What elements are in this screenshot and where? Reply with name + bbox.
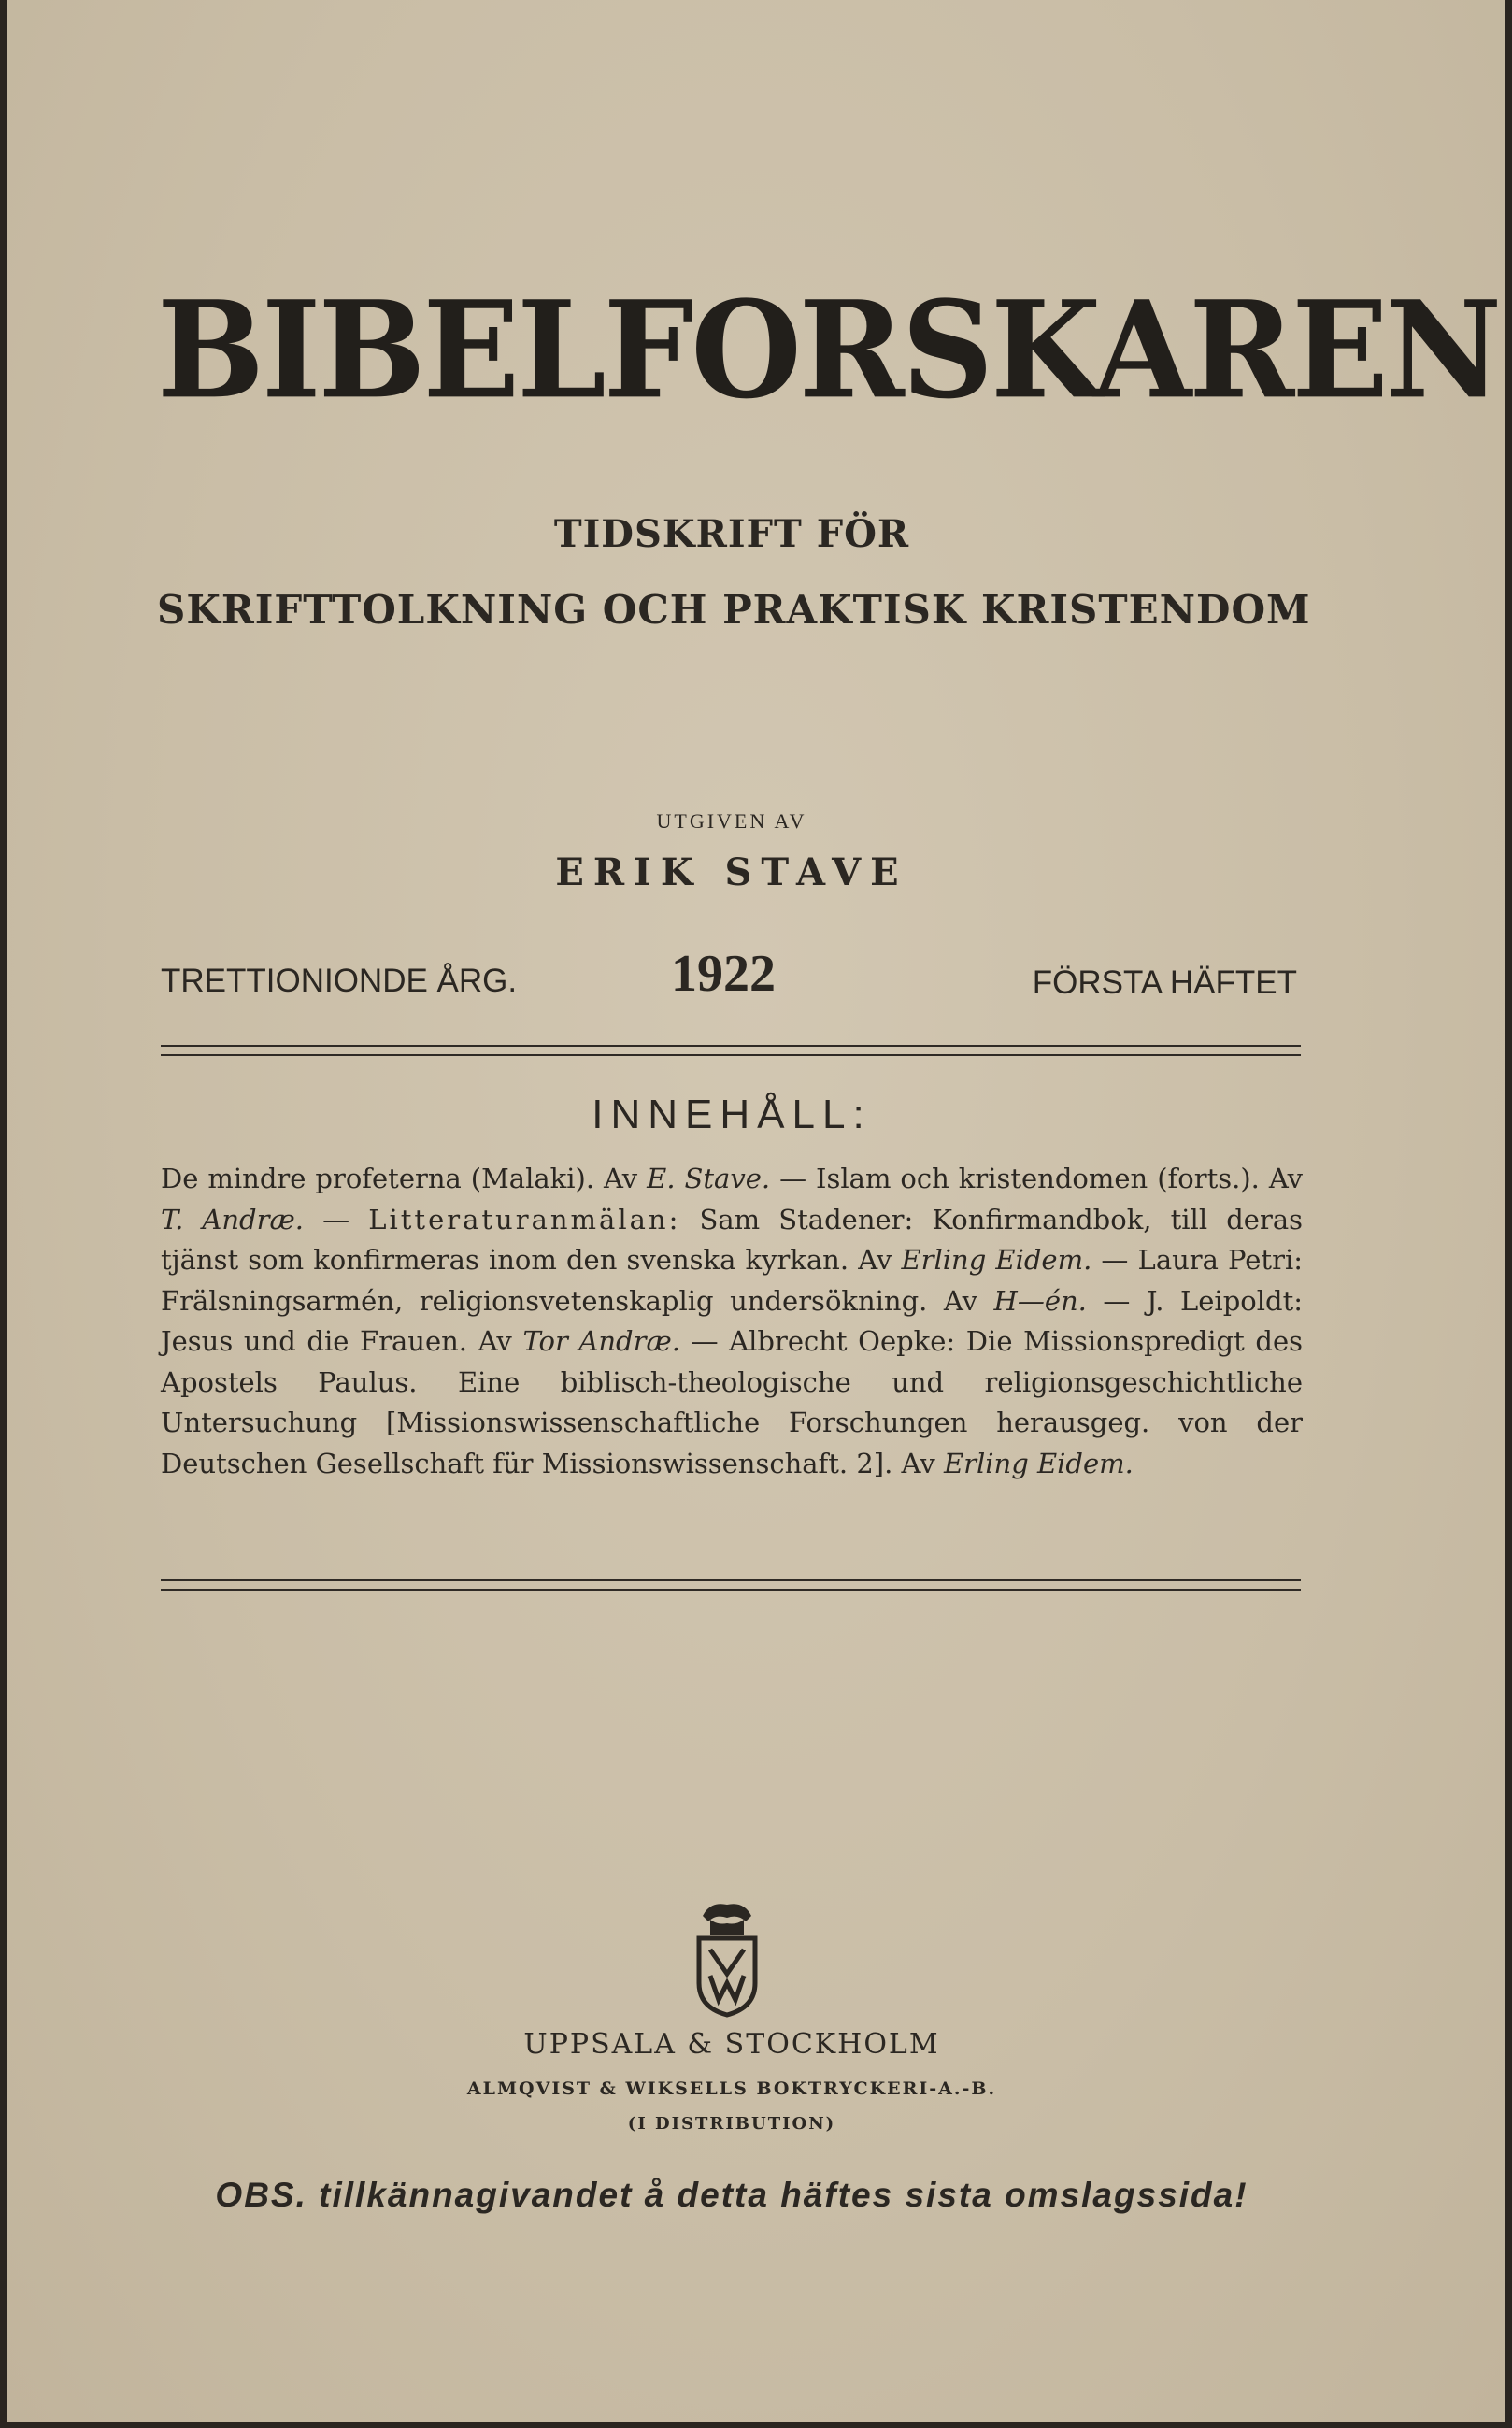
contents-author: Erling Eidem. xyxy=(901,1244,1092,1276)
contents-text: Sam Stadener: Konfirmandbok, till deras tjänst som konfirmeras inom den svenska kyrkan. Av xyxy=(161,1203,1303,1276)
contents-heading: INNEHÅLL: xyxy=(592,1092,872,1137)
contents-author: Tor Andræ. xyxy=(522,1325,680,1357)
contents-author: H—én. xyxy=(993,1284,1087,1317)
contents-author: T. Andræ. xyxy=(161,1203,304,1235)
contents-text: — Islam och kristendomen (forts.). Av xyxy=(770,1163,1303,1194)
reviews-label: Litteraturanmälan: xyxy=(368,1203,681,1235)
contents-text: De mindre profeterna (Malaki). Av xyxy=(161,1163,648,1194)
journal-cover xyxy=(7,0,1505,2422)
publisher-city: UPPSALA & STOCKHOLM xyxy=(523,2028,940,2061)
distribution-note: (I DISTRIBUTION) xyxy=(627,2114,836,2134)
editor-name: ERIK STAVE xyxy=(555,850,908,894)
contents-text: — J. Leipoldt: Jesus und die Frauen. Av xyxy=(161,1284,1303,1357)
contents-author: E. Stave. xyxy=(647,1163,771,1194)
editor-label: UTGIVEN AV xyxy=(656,809,807,833)
issue-label: FÖRSTA HÄFTET xyxy=(1032,964,1297,1001)
notice-text: OBS. tillkännagivandet å detta häftes sista omslagssida! xyxy=(215,2176,1248,2214)
volume-label: TRETTIONIONDE ÅRG. xyxy=(161,963,518,999)
divider-rule xyxy=(161,1054,1301,1056)
journal-title: BIBELFORSKAREN xyxy=(157,272,1500,429)
year-label: 1922 xyxy=(671,945,776,1003)
contents-text: — Albrecht Oepke: Die Missionspredigt des Apostels Paulus. Eine biblisch-theologische und religionsgeschichtliche Untersuchung [Missionswissenschaftliche Forschungen herausgeg. von der Deutschen Gesellschaft für Missionswissenschaft. 2]. Av xyxy=(161,1325,1304,1479)
contents-text: — xyxy=(303,1203,369,1235)
subtitle-line-1: TIDSKRIFT FÖR xyxy=(553,512,910,556)
contents-body xyxy=(161,1159,1303,1484)
contents-author: Erling Eidem. xyxy=(943,1447,1134,1479)
publisher-emblem-icon xyxy=(690,1897,764,2019)
divider-rule xyxy=(161,1579,1301,1581)
subtitle-line-2: SKRIFTTOLKNING OCH PRAKTISK KRISTENDOM xyxy=(157,587,1311,633)
divider-rule xyxy=(161,1589,1301,1591)
contents-text: — Laura Petri: Frälsningsarmén, religionsvetenskaplig undersökning. Av xyxy=(161,1244,1303,1317)
divider-rule xyxy=(161,1045,1301,1047)
printer-name: ALMQVIST & WIKSELLS BOKTRYCKERI-A.-B. xyxy=(466,2078,997,2099)
